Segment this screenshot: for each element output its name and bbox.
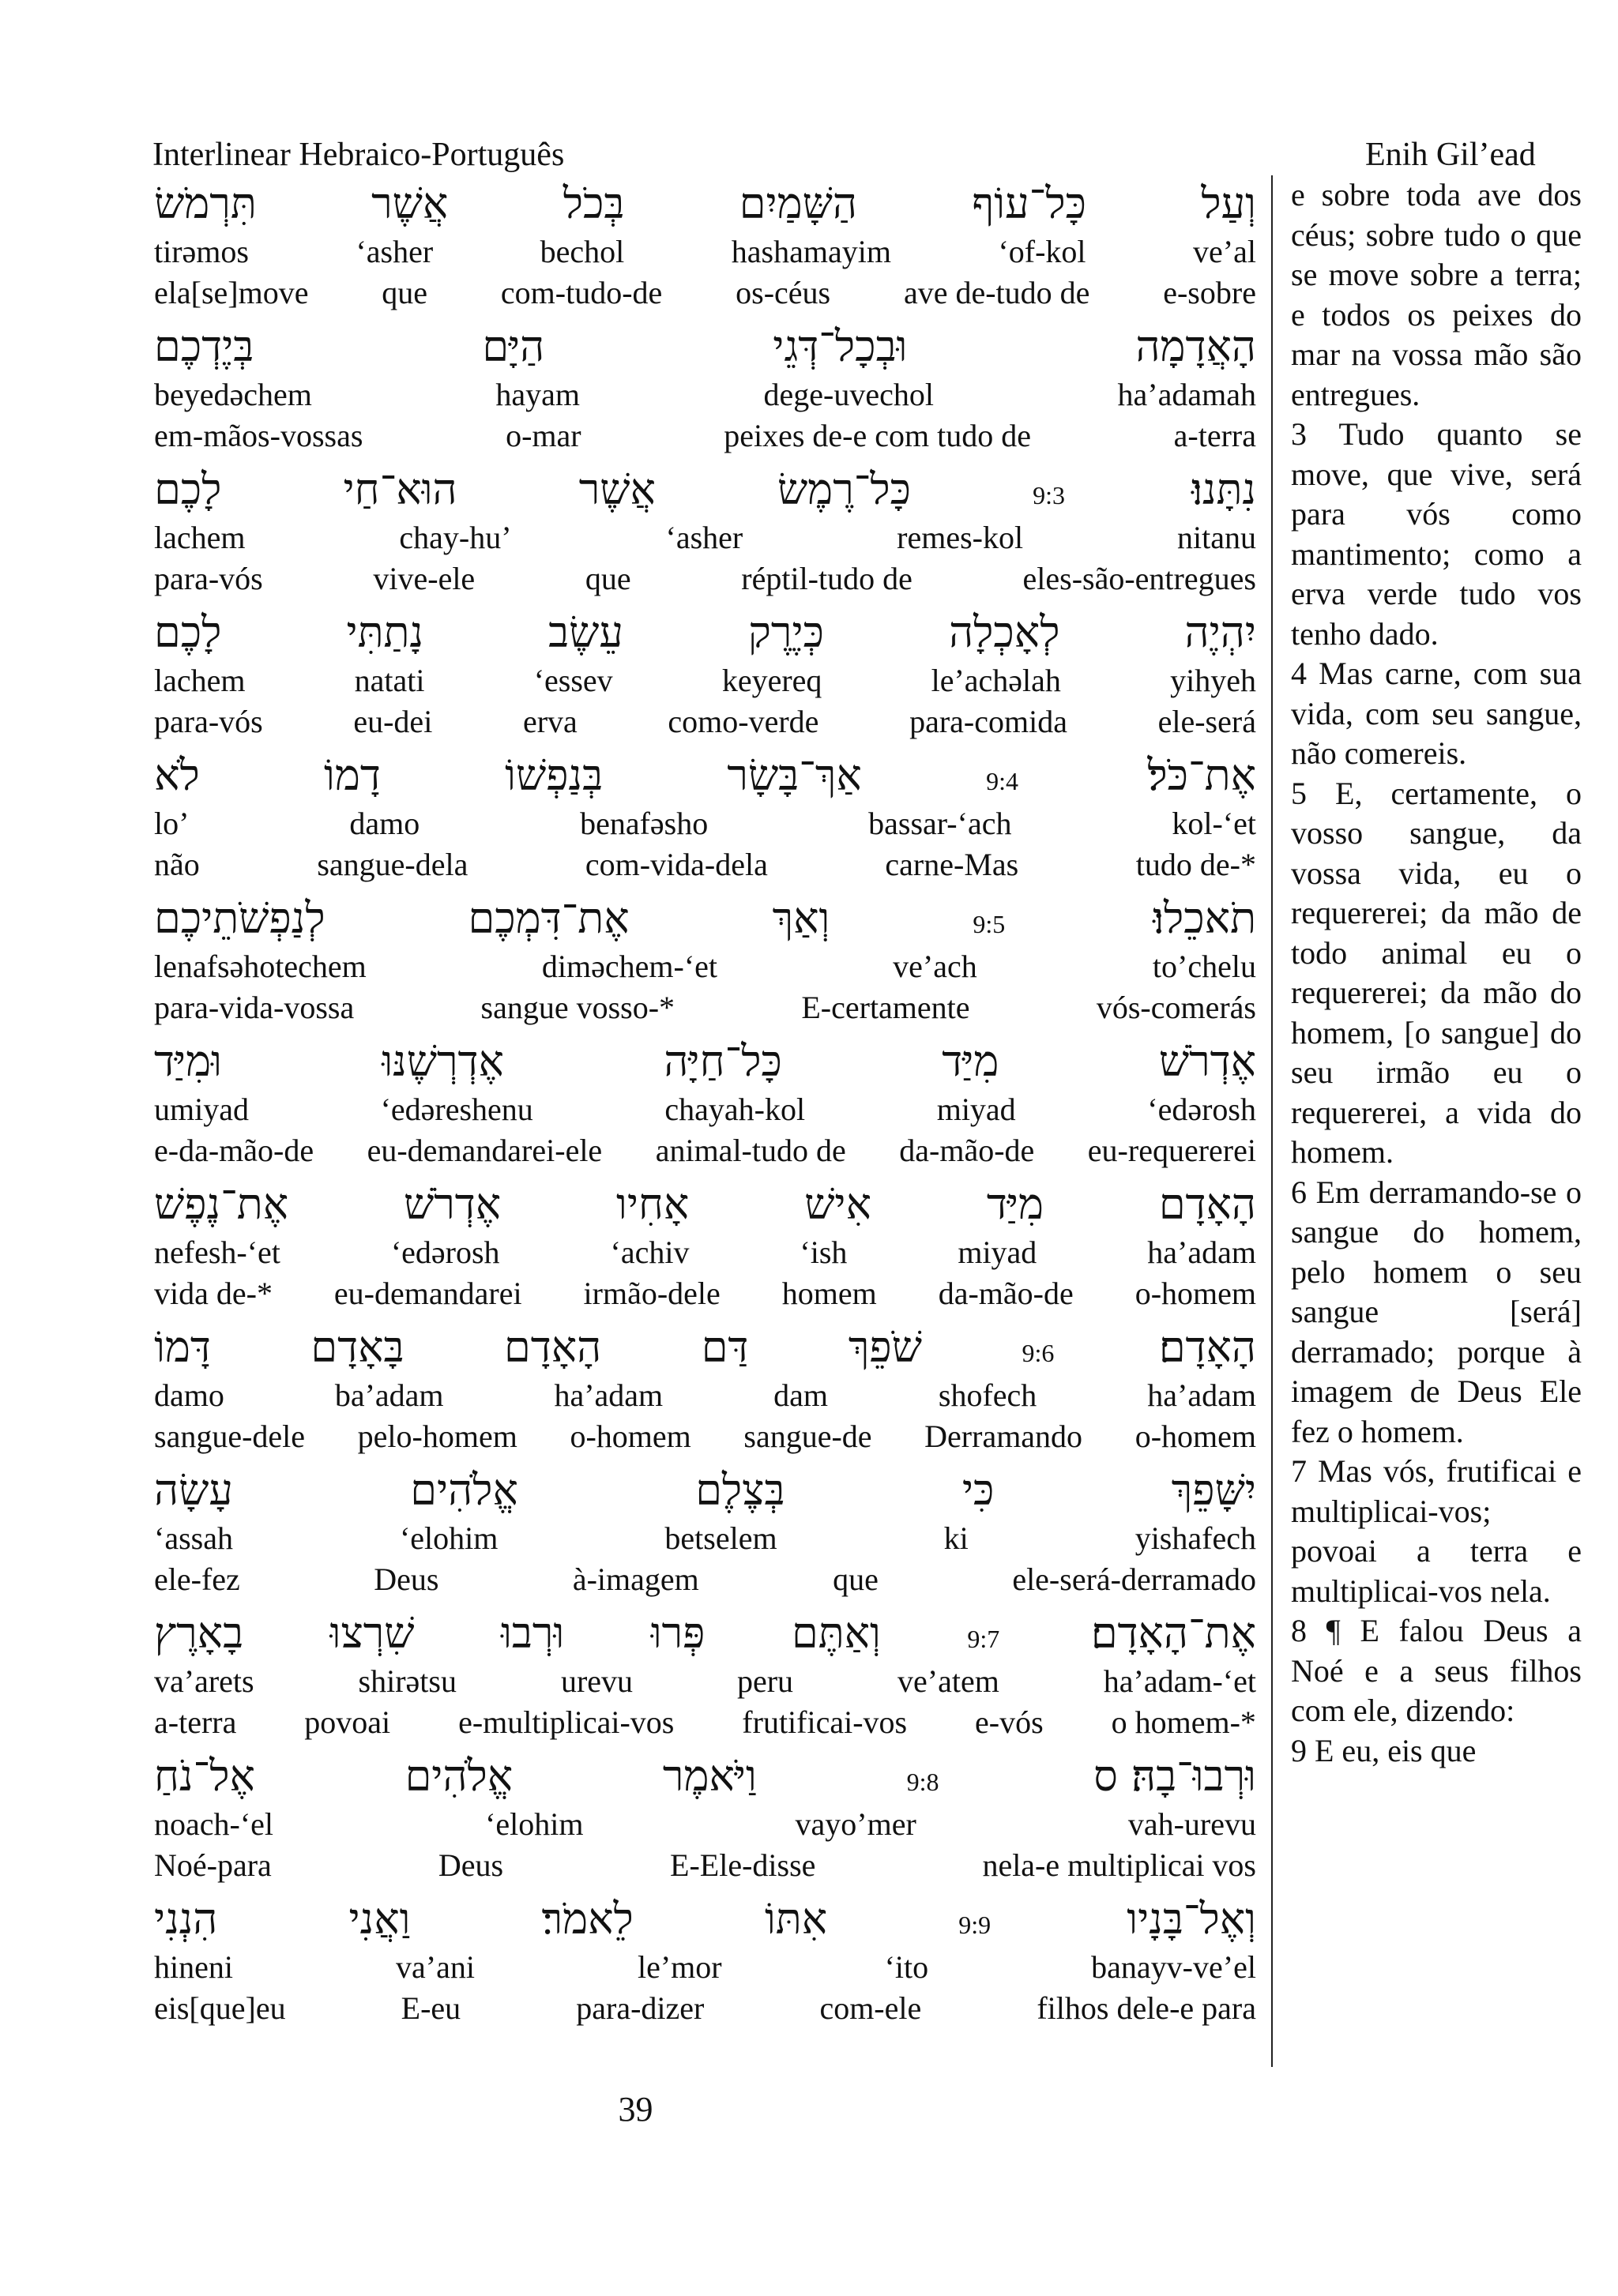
verse-block: [154, 1462, 1256, 1605]
gloss-line: [154, 987, 1256, 1028]
transliteration-word: le’mor: [637, 1949, 722, 1985]
transliteration-line: [154, 374, 1256, 415]
transliteration-line: [154, 1518, 1256, 1559]
hebrew-word: יִשָּׁפֵךְ: [1171, 1465, 1256, 1515]
transliteration-word: remes-kol: [897, 520, 1024, 555]
hebrew-word: לָכֶם: [154, 464, 222, 514]
translation-paragraph: 3 Tudo quanto se move, que vive, será para vós como mantimento; como a erva verde tudo vos tenho dado.: [1291, 416, 1582, 652]
gloss-word: vós-comerás: [1096, 990, 1256, 1025]
transliteration-word: betselem: [664, 1520, 777, 1556]
gloss-word: réptil-tudo de: [741, 561, 912, 596]
hebrew-line: [154, 1748, 1256, 1804]
transliteration-word: chayah-kol: [664, 1092, 806, 1127]
gloss-word: sangue-dele: [154, 1419, 306, 1454]
hebrew-word: וּבְכָל־דְּגֵי: [773, 321, 908, 371]
hebrew-word: אֶדְרֹשׁ: [404, 1179, 502, 1229]
transliteration-word: yihyeh: [1170, 663, 1256, 698]
hebrew-word: הַיָּם: [482, 321, 545, 371]
transliteration-word: kol-‘et: [1172, 806, 1256, 841]
gloss-line: [154, 415, 1256, 457]
hebrew-word: נִתָּנוּ׃: [1191, 464, 1256, 514]
hebrew-line: [154, 461, 1256, 517]
gloss-word: da-mão-de: [899, 1133, 1035, 1168]
gloss-word: erva: [522, 704, 578, 739]
transliteration-line: [154, 946, 1256, 987]
transliteration-word: ‘assah: [154, 1520, 233, 1556]
transliteration-word: to’chelu: [1152, 949, 1256, 984]
transliteration-word: dege-uvechol: [763, 377, 934, 412]
gloss-word: sangue-de: [743, 1419, 872, 1454]
hebrew-word: וְאַתֶּם: [792, 1608, 881, 1658]
gloss-word: vive-ele: [373, 561, 476, 596]
gloss-word: eis[que]eu: [154, 1990, 286, 2026]
hebrew-word: אֶת־דִּמְכֶם: [468, 893, 630, 943]
hebrew-line: [154, 604, 1256, 660]
hebrew-word: אָחִיו: [616, 1179, 690, 1229]
translation-paragraph: 6 Em derramando-se o sangue do homem, pelo homem o seu sangue [será] derramado; porque à imagem de Deus Ele fez o homem.: [1291, 1174, 1582, 1449]
transliteration-word: dam: [773, 1377, 828, 1413]
gloss-line: [154, 1988, 1256, 2029]
gloss-word: ele-será-derramado: [1012, 1561, 1256, 1597]
gloss-line: [154, 1416, 1256, 1457]
transliteration-word: ‘ito: [884, 1949, 929, 1985]
hebrew-line: [154, 1891, 1256, 1947]
hebrew-word: אֲשֶׁר: [578, 464, 656, 514]
gloss-word: que: [585, 561, 631, 596]
gloss-word: Noé-para: [154, 1847, 272, 1883]
translation-paragraph: 7 Mas vós, frutificai e multiplicai-vos; povoai a terra e multiplicai-vos nela.: [1291, 1453, 1582, 1609]
hebrew-word: אַךְ־בָּשָׂר: [727, 750, 862, 800]
transliteration-word: ve’al: [1193, 234, 1256, 269]
transliteration-word: ‘asher: [356, 234, 434, 269]
transliteration-word: ve’atem: [897, 1663, 999, 1699]
hebrew-word: תִּרְמֹשׂ: [154, 178, 257, 228]
translation-paragraph: e sobre toda ave dos céus; sobre tudo o que se move sobre a terra; e todos os peixes do mar na vossa mão são entregues.: [1291, 177, 1582, 412]
gloss-word: eu-demandarei: [333, 1276, 522, 1311]
verse-block: [154, 604, 1256, 747]
transliteration-word: chay-hu’: [399, 520, 512, 555]
transliteration-word: hineni: [154, 1949, 233, 1985]
gloss-word: carne-Mas: [885, 847, 1019, 882]
gloss-word: sangue-dela: [317, 847, 468, 882]
hebrew-word: לְנַפְשֹׁתֵיכֶם: [154, 893, 325, 943]
transliteration-word: ‘edəreshenu: [380, 1092, 533, 1127]
transliteration-word: nefesh-‘et: [154, 1234, 280, 1270]
gloss-word: ela[se]move: [154, 275, 309, 310]
gloss-word: e-multiplicai-vos: [458, 1704, 675, 1740]
gloss-word: ele-será: [1157, 704, 1256, 739]
verse-number: 9:4: [986, 767, 1019, 795]
gloss-word: com-vida-dela: [585, 847, 768, 882]
transliteration-line: [154, 1375, 1256, 1416]
transliteration-word: dimәchem-‘et: [541, 949, 718, 984]
hebrew-word: אִישׁ: [804, 1179, 871, 1229]
gloss-word: Derramando: [924, 1419, 1083, 1454]
column-divider: [1271, 175, 1273, 2067]
gloss-word: filhos dele-e para: [1037, 1990, 1256, 2026]
transliteration-word: vah-urevu: [1127, 1806, 1256, 1842]
gloss-word: E-eu: [401, 1990, 461, 2026]
hebrew-word: בְּיֶדְכֶם: [154, 321, 254, 371]
verse-block: [154, 1748, 1256, 1891]
hebrew-word: בְּנַפְשׁוֹ: [505, 750, 604, 800]
gloss-word: em-mãos-vossas: [154, 418, 363, 453]
transliteration-word: ‘achiv: [610, 1234, 690, 1270]
gloss-word: para-dizer: [576, 1990, 705, 2026]
hebrew-line: [154, 1176, 1256, 1232]
hebrew-word: פְּרוּ: [650, 1608, 706, 1658]
transliteration-line: [154, 231, 1256, 272]
gloss-word: E-certamente: [801, 990, 970, 1025]
page-number: 39: [618, 2090, 653, 2129]
verse-number: 9:5: [973, 910, 1006, 938]
gloss-line: [154, 272, 1256, 314]
transliteration-word: ha’adamah: [1117, 377, 1256, 412]
hebrew-line: [154, 1605, 1256, 1661]
hebrew-line: [154, 1462, 1256, 1518]
transliteration-word: urevu: [560, 1663, 634, 1699]
transliteration-word: noach-‘el: [154, 1806, 274, 1842]
gloss-word: para-vida-vossa: [154, 990, 355, 1025]
gloss-line: [154, 558, 1256, 599]
transliteration-word: hayam: [495, 377, 581, 412]
gloss-word: o homem-*: [1111, 1704, 1256, 1740]
transliteration-word: ‘edərosh: [1147, 1092, 1256, 1127]
hebrew-word: הָאֲדָמָה: [1135, 321, 1256, 371]
hebrew-word: נָתַתִּי: [346, 607, 424, 657]
gloss-word: o-mar: [506, 418, 581, 453]
verse-block: [154, 1319, 1256, 1462]
gloss-word: eu-dei: [353, 704, 433, 739]
gloss-word: frutificai-vos: [742, 1704, 908, 1740]
gloss-word: e-da-mão-de: [154, 1133, 314, 1168]
gloss-word: não: [154, 847, 200, 882]
hebrew-word: הָאָדָם׃: [1158, 1322, 1256, 1372]
translation-side-column: [1291, 175, 1582, 1771]
transliteration-word: damo: [154, 1377, 224, 1413]
hebrew-line: [154, 890, 1256, 946]
transliteration-word: bechol: [540, 234, 625, 269]
hebrew-word: וּרְבוּ־בָהּ׃ ס: [1093, 1751, 1256, 1801]
hebrew-word: לְאָכְלָה: [949, 607, 1060, 657]
gloss-line: [154, 1559, 1256, 1600]
gloss-word: com-ele: [819, 1990, 922, 2026]
gloss-line: [154, 844, 1256, 885]
transliteration-word: shirətsu: [358, 1663, 457, 1699]
gloss-line: [154, 1130, 1256, 1171]
hebrew-word: כָּל־חַיָּה: [664, 1036, 782, 1086]
transliteration-word: lachem: [154, 520, 246, 555]
verse-number: 9:6: [1022, 1339, 1055, 1367]
hebrew-word: הַשָּׁמַיִם: [739, 178, 857, 228]
hebrew-word: שִׁרְצוּ: [329, 1608, 415, 1658]
transliteration-line: [154, 517, 1256, 558]
gloss-word: sangue vosso-*: [480, 990, 675, 1025]
hebrew-line: [154, 1033, 1256, 1089]
gloss-word: a-terra: [1173, 418, 1256, 453]
hebrew-word: אֶל־נֹחַ: [154, 1751, 255, 1801]
transliteration-word: hashamayim: [731, 234, 891, 269]
hebrew-word: עֵשֶׂב: [548, 607, 623, 657]
transliteration-word: miyad: [936, 1092, 1016, 1127]
transliteration-word: beyedəchem: [154, 377, 312, 412]
transliteration-word: ki: [943, 1520, 969, 1556]
transliteration-word: ‘edərosh: [390, 1234, 500, 1270]
verse-number: 9:9: [958, 1911, 991, 1939]
gloss-word: para-comida: [909, 704, 1067, 739]
gloss-word: ave de-tudo de: [903, 275, 1090, 310]
verse-block: [154, 461, 1256, 604]
verse-block: [154, 747, 1256, 890]
gloss-line: [154, 1702, 1256, 1743]
hebrew-word: כָּל־עוֹף: [972, 178, 1086, 228]
gloss-word: o-homem: [1134, 1419, 1256, 1454]
verse-block: [154, 318, 1256, 461]
verse-number: 9:3: [1033, 481, 1066, 509]
gloss-word: que: [833, 1561, 879, 1597]
hebrew-word: אִתּוֹ: [764, 1894, 828, 1944]
transliteration-line: [154, 1232, 1256, 1273]
transliteration-line: [154, 1661, 1256, 1702]
transliteration-word: ha’adam: [1147, 1377, 1256, 1413]
transliteration-line: [154, 803, 1256, 844]
transliteration-word: bassar-‘ach: [868, 806, 1012, 841]
transliteration-word: nitanu: [1177, 520, 1256, 555]
transliteration-line: [154, 1089, 1256, 1130]
hebrew-word: אֶת־נֶפֶשׁ: [154, 1179, 289, 1229]
hebrew-word: דָּמוֹ: [154, 1322, 211, 1372]
transliteration-word: shofech: [938, 1377, 1037, 1413]
hebrew-word: כְּיֶרֶק: [748, 607, 824, 657]
header-title-left: Interlinear Hebraico-Português: [152, 137, 565, 173]
translation-paragraph: 8 ¶ E falou Deus a Noé e a seus filhos com ele, dizendo:: [1291, 1613, 1582, 1728]
transliteration-word: vayo’mer: [795, 1806, 916, 1842]
gloss-word: à-imagem: [572, 1561, 699, 1597]
gloss-word: a-terra: [154, 1704, 237, 1740]
gloss-word: eu-demandarei-ele: [367, 1133, 603, 1168]
gloss-word: os-céus: [736, 275, 831, 310]
hebrew-word: מִיַּד: [942, 1036, 999, 1086]
hebrew-word: וּרְבוּ: [501, 1608, 565, 1658]
gloss-word: pelo-homem: [357, 1419, 517, 1454]
hebrew-word: וַיֹּאמֶר: [662, 1751, 757, 1801]
transliteration-word: va’ani: [396, 1949, 475, 1985]
transliteration-word: ha’adam-‘et: [1103, 1663, 1256, 1699]
verse-block: [154, 1605, 1256, 1748]
transliteration-word: miyad: [958, 1234, 1037, 1270]
gloss-word: para-vós: [154, 561, 263, 596]
transliteration-word: lo’: [154, 806, 190, 841]
hebrew-word: הוּא־חַי: [343, 464, 457, 514]
transliteration-word: keyereq: [721, 663, 822, 698]
hebrew-word: וּמִיַּד: [154, 1036, 222, 1086]
gloss-line: [154, 701, 1256, 742]
gloss-word: nela-e multiplicai vos: [982, 1847, 1256, 1883]
hebrew-word: מִיַּד: [986, 1179, 1044, 1229]
hebrew-word: לֹא: [154, 750, 200, 800]
transliteration-word: yishafech: [1134, 1520, 1256, 1556]
transliteration-line: [154, 660, 1256, 701]
hebrew-word: וַאֲנִי: [348, 1894, 411, 1944]
gloss-word: e-vós: [975, 1704, 1044, 1740]
hebrew-word: בָאָרֶץ: [154, 1608, 244, 1658]
hebrew-word: בָּאָדָם: [310, 1322, 404, 1372]
transliteration-word: benafəsho: [580, 806, 709, 841]
hebrew-word: לָכֶם: [154, 607, 222, 657]
transliteration-word: umiyad: [154, 1092, 249, 1127]
hebrew-word: אֶדְרְשֶׁנּוּ: [382, 1036, 504, 1086]
translation-paragraph: 4 Mas carne, com sua vida, com seu sangue, não comereis.: [1291, 656, 1582, 771]
transliteration-word: ve’ach: [893, 949, 977, 984]
gloss-word: ele-fez: [154, 1561, 240, 1597]
transliteration-line: [154, 1804, 1256, 1845]
transliteration-word: peru: [736, 1663, 794, 1699]
header-author-right: Enih Gil’ead: [1365, 137, 1536, 173]
hebrew-line: [154, 747, 1256, 803]
verse-block: [154, 1891, 1256, 2034]
gloss-word: para-vós: [154, 704, 263, 739]
transliteration-word: ‘of-kol: [998, 234, 1086, 269]
transliteration-word: ‘asher: [665, 520, 743, 555]
hebrew-word: תֹאכֵלוּ׃: [1153, 893, 1256, 943]
hebrew-word: שֹׁפֵךְ: [848, 1322, 922, 1372]
hebrew-word: כִּי: [961, 1465, 995, 1515]
hebrew-word: בְּכֹל: [563, 178, 625, 228]
hebrew-word: כָּל־רֶמֶשׂ: [777, 464, 912, 514]
translation-paragraph: 5 E, certamente, o vosso sangue, da vossa vida, eu o requererei; da mão de todo animal eu o requererei; da mão do homem, [o sangue] do seu irmão eu o requererei, a vida do homem.: [1291, 775, 1582, 1170]
transliteration-line: [154, 1947, 1256, 1988]
gloss-line: [154, 1845, 1256, 1886]
gloss-word: povoai: [304, 1704, 391, 1740]
translation-paragraph: 9 E eu, eis que: [1291, 1732, 1477, 1768]
hebrew-word: עָשָׂה: [154, 1465, 233, 1515]
hebrew-word: לֵאמֹר׃: [541, 1894, 634, 1944]
hebrew-word: אֶת־כֹּל׃: [1147, 750, 1256, 800]
gloss-word: que: [382, 275, 428, 310]
gloss-line: [154, 1273, 1256, 1314]
verse-block: [154, 890, 1256, 1033]
transliteration-word: le’achəlah: [931, 663, 1061, 698]
transliteration-word: ba’adam: [334, 1377, 444, 1413]
hebrew-word: אֶת־הָאָדָם׃: [1090, 1608, 1256, 1658]
hebrew-line: [154, 175, 1256, 231]
hebrew-word: הִנְנִי: [154, 1894, 218, 1944]
hebrew-line: [154, 1319, 1256, 1375]
transliteration-word: ha’adam: [1147, 1234, 1256, 1270]
gloss-word: tudo de-*: [1135, 847, 1256, 882]
gloss-word: e-sobre: [1163, 275, 1256, 310]
gloss-word: eles-são-entregues: [1022, 561, 1256, 596]
hebrew-word: בְּצֶלֶם: [695, 1465, 785, 1515]
transliteration-word: va’arets: [154, 1663, 254, 1699]
interlinear-main-column: [154, 175, 1256, 2034]
gloss-word: o-homem: [570, 1419, 691, 1454]
hebrew-word: אֲשֶׁר: [371, 178, 449, 228]
verse-block: [154, 175, 1256, 318]
hebrew-word: אֱלֹהִים: [410, 1465, 518, 1515]
gloss-word: da-mão-de: [938, 1276, 1074, 1311]
gloss-word: eu-requererei: [1087, 1133, 1256, 1168]
gloss-word: irmão-dele: [583, 1276, 721, 1311]
hebrew-word: וְאַךְ: [772, 893, 830, 943]
hebrew-line: [154, 318, 1256, 374]
gloss-word: animal-tudo de: [655, 1133, 846, 1168]
hebrew-word: דַּם: [701, 1322, 749, 1372]
hebrew-word: הָאָדָם: [1158, 1179, 1256, 1229]
transliteration-word: lachem: [154, 663, 246, 698]
hebrew-word: הָאָדָם: [504, 1322, 602, 1372]
transliteration-word: ‘elohim: [485, 1806, 584, 1842]
gloss-word: com-tudo-de: [500, 275, 663, 310]
gloss-word: Deus: [438, 1847, 504, 1883]
transliteration-word: banayv-ve’el: [1091, 1949, 1256, 1985]
gloss-word: E-Ele-disse: [670, 1847, 816, 1883]
gloss-word: homem: [781, 1276, 877, 1311]
verse-block: [154, 1176, 1256, 1319]
gloss-word: peixes de-e com tudo de: [724, 418, 1031, 453]
gloss-word: Deus: [374, 1561, 439, 1597]
transliteration-word: ha’adam: [554, 1377, 664, 1413]
hebrew-word: יִהְיֶה: [1184, 607, 1256, 657]
transliteration-word: natati: [354, 663, 425, 698]
gloss-word: o-homem: [1134, 1276, 1256, 1311]
gloss-word: vida de-*: [154, 1276, 273, 1311]
transliteration-word: ‘ish: [800, 1234, 848, 1270]
hebrew-word: וְעַל: [1201, 178, 1256, 228]
hebrew-word: אֶדְרֹשׁ: [1158, 1036, 1256, 1086]
verse-number: 9:7: [967, 1625, 1000, 1653]
transliteration-word: damo: [349, 806, 420, 841]
transliteration-word: tirəmos: [154, 234, 249, 269]
transliteration-word: lenafsəhotechem: [154, 949, 367, 984]
hebrew-word: וְאֶל־בָּנָיו: [1127, 1894, 1256, 1944]
verse-number: 9:8: [906, 1768, 939, 1796]
transliteration-word: ‘essev: [533, 663, 613, 698]
gloss-word: como-verde: [668, 704, 819, 739]
hebrew-word: אֱלֹהִים: [404, 1751, 514, 1801]
verse-block: [154, 1033, 1256, 1176]
transliteration-word: ‘elohim: [399, 1520, 499, 1556]
hebrew-word: דָמוֹ: [324, 750, 381, 800]
